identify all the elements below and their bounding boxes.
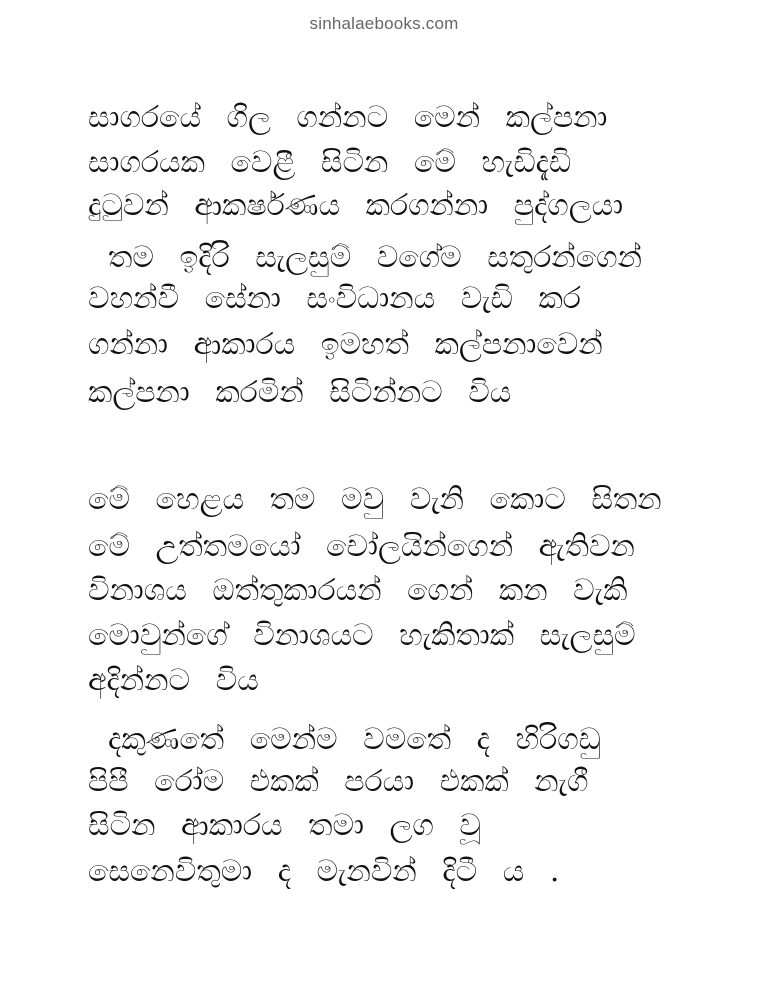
- text-line: වහන්වී සේනා සංවිධානය වැඩි කර: [88, 281, 581, 316]
- text-line: මොවුන්ගේ විනාශයට හැකිතාක් සැලසුම්: [88, 618, 636, 653]
- text-line: මේ හෙළය තම මවු වැනි කොට සිතන: [88, 482, 662, 517]
- text-line: අදින්නට විය: [88, 663, 259, 698]
- text-line: දුටුවන් ආකර්ෂණය කරගන්නා පුද්ගලයා: [88, 188, 624, 223]
- text-line: සිටින ආකාරය තමා ලග වූ: [88, 808, 481, 843]
- site-watermark: sinhalaebooks.com: [309, 14, 459, 33]
- text-line: තම ඉදිරි සැලසුම් වගේම සතුරන්ගෙන්: [108, 240, 642, 275]
- text-line: දකුණතේ මෙන්ම වමතේ ද හිරිගඩු: [108, 722, 601, 757]
- text-line: කල්පනා කරමින් සිටින්නට විය: [88, 375, 512, 410]
- text-line: සෙනෙවිතුමා ද මැනවින් දිටී ය .: [88, 854, 560, 889]
- text-line: විනාශය ඔත්තුකාරයන් ගෙන් කන වැකි: [88, 573, 628, 608]
- text-line: මේ උත්තමයෝ චෝලයින්ගෙන් ඇතිවන: [88, 529, 635, 564]
- text-line: සාගරයේ ගිල ගන්නට මෙන් කල්පනා: [88, 100, 608, 135]
- text-line: පිපී රෝම එකක් පරයා එකක් නැගී: [88, 764, 589, 799]
- text-line: සාගරයක වෙළී සිටින මේ හැඩිදැඩි: [88, 145, 572, 180]
- text-line: ගන්නා ආකාරය ඉමහත් කල්පනාවෙන්: [88, 327, 603, 362]
